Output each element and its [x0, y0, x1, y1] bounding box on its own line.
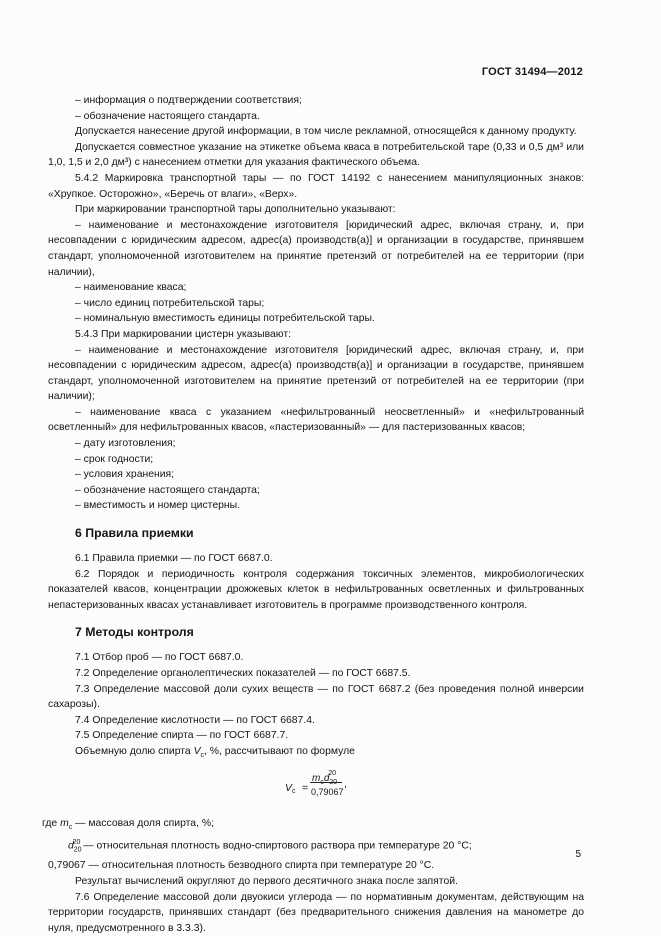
paragraph: При маркировании транспортной тары дополнительно указывают: — [75, 204, 396, 216]
alcohol-formula — [48, 766, 584, 816]
list-item: – наименование кваса; — [75, 282, 187, 294]
clause-7-4: 7.4 Определение кислотности — по ГОСТ 6687.4. — [75, 714, 315, 726]
clause-7-6: 7.6 Определение массовой доли двуокиси углерода — по нормативным документам, действующим на территории государств, принявших стандарт (без предварительного снижения давления на манометре до нуля, предусмотренного в 3.3.3). — [48, 891, 584, 934]
clause-7-5: 7.5 Определение спирта — по ГОСТ 6687.7. — [75, 730, 289, 742]
paragraph: Допускается нанесение другой информации, в том числе рекламной, относящейся к данному продукту. — [75, 126, 577, 138]
list-item: – вместимость и номер цистерны. — [75, 500, 240, 512]
list-item: – наименование и местонахождение изготовителя [юридический адрес, включая страну, и, при несовпадении с юридическим адресом, адрес(а) производств(а)] и организации в государстве, принявшем стандарт, уполномоченной изготовителем на принятие претензий от потребителей на ее территории (при наличии), — [48, 219, 584, 278]
list-item: – дату изготовления; — [75, 438, 176, 450]
where-line-2: $d_{20}^{20}$ — относительная плотность водно-спиртового раствора при температуре 20 °С; — [68, 839, 472, 854]
document-body — [42, 93, 584, 936]
rounding-note: Результат вычислений округляют до первого десятичного знака после запятой. — [75, 876, 458, 888]
clause-6-1: 6.1 Правила приемки — по ГОСТ 6687.0. — [75, 553, 273, 565]
standard-header: ГОСТ 31494—2012 — [481, 66, 583, 78]
clause-6-2: 6.2 Порядок и периодичность контроля содержания токсичных элементов, микробиологических показателей квасов, концентрации дрожжевых клеток в нефильтрованных осветленных и фильтрованных непастеризованных квасах устанавливает изготовитель в программе производственного контроля. — [48, 568, 584, 611]
list-item: – обозначение настоящего стандарта; — [75, 484, 260, 496]
formula-equals: = — [302, 782, 309, 794]
section-7-title: 7 Методы контроля — [75, 625, 194, 640]
fraction-bar — [310, 782, 342, 783]
list-item: – наименование и местонахождение изготовителя [юридический адрес, включая страну, и, при несовпадении с юридическим адресом, адрес(а) производств(а)] и организации в государстве, принявшем стандарт, уполномоченной изготовителем на принятие претензий от потребителей на ее территории (при наличии); — [48, 344, 584, 403]
formula-numerator: $m_сd_{20}^{20}$ — [312, 769, 338, 786]
list-item: – номинальную вместимость единицы потребительской тары. — [75, 313, 375, 325]
clause-5-4-2: 5.4.2 Маркировка транспортной тары — по ГОСТ 14192 с нанесением манипуляционных знаков: «Хрупкое. Осторожно», «Беречь от влаги», «Верх». — [48, 172, 584, 200]
list-item: – обозначение настоящего стандарта. — [75, 110, 260, 122]
paragraph: Допускается совместное указание на этикетке объема кваса в потребительской таре (0,33 и 0,5 дм³ или 1,0, 1,5 и 2,0 дм³) с нанесением отметки для указания фактического объема. — [48, 141, 584, 169]
clause-7-3: 7.3 Определение массовой доли сухих веществ — по ГОСТ 6687.2 (без проведения полной инверсии сахарозы). — [48, 683, 584, 711]
formula-comma: , — [344, 778, 347, 790]
section-6-title: 6 Правила приемки — [75, 526, 194, 541]
list-item: – условия хранения; — [75, 469, 175, 481]
clause-5-4-3: 5.4.3 При маркировании цистерн указывают: — [75, 328, 291, 340]
where-line-3: 0,79067 — относительная плотность безводного спирта при температуре 20 °С. — [48, 860, 435, 872]
formula-lhs: $V_с$ — [285, 782, 296, 795]
list-item: – наименование кваса с указанием «нефильтрованный неосветленный» и «нефильтрованный осветленный» для нефильтрованных квасов, «пастеризованный» — для пастеризованных квасов; — [48, 406, 584, 434]
formula-denominator: 0,79067 — [311, 786, 344, 797]
page-number: 5 — [575, 849, 581, 860]
list-item: – информация о подтверждении соответствия; — [75, 95, 302, 106]
clause-7-1: 7.1 Отбор проб — по ГОСТ 6687.0. — [75, 652, 244, 664]
clause-7-2: 7.2 Определение органолептических показателей — по ГОСТ 6687.5. — [75, 668, 411, 679]
list-item: – число единиц потребительской тары; — [75, 297, 265, 309]
formula-intro: Объемную долю спирта $V_с$, %, рассчитывают по формуле — [75, 745, 355, 760]
list-item: – срок годности; — [75, 453, 154, 465]
where-line-1: где $m_с$ — массовая доля спирта, %; — [42, 817, 214, 831]
